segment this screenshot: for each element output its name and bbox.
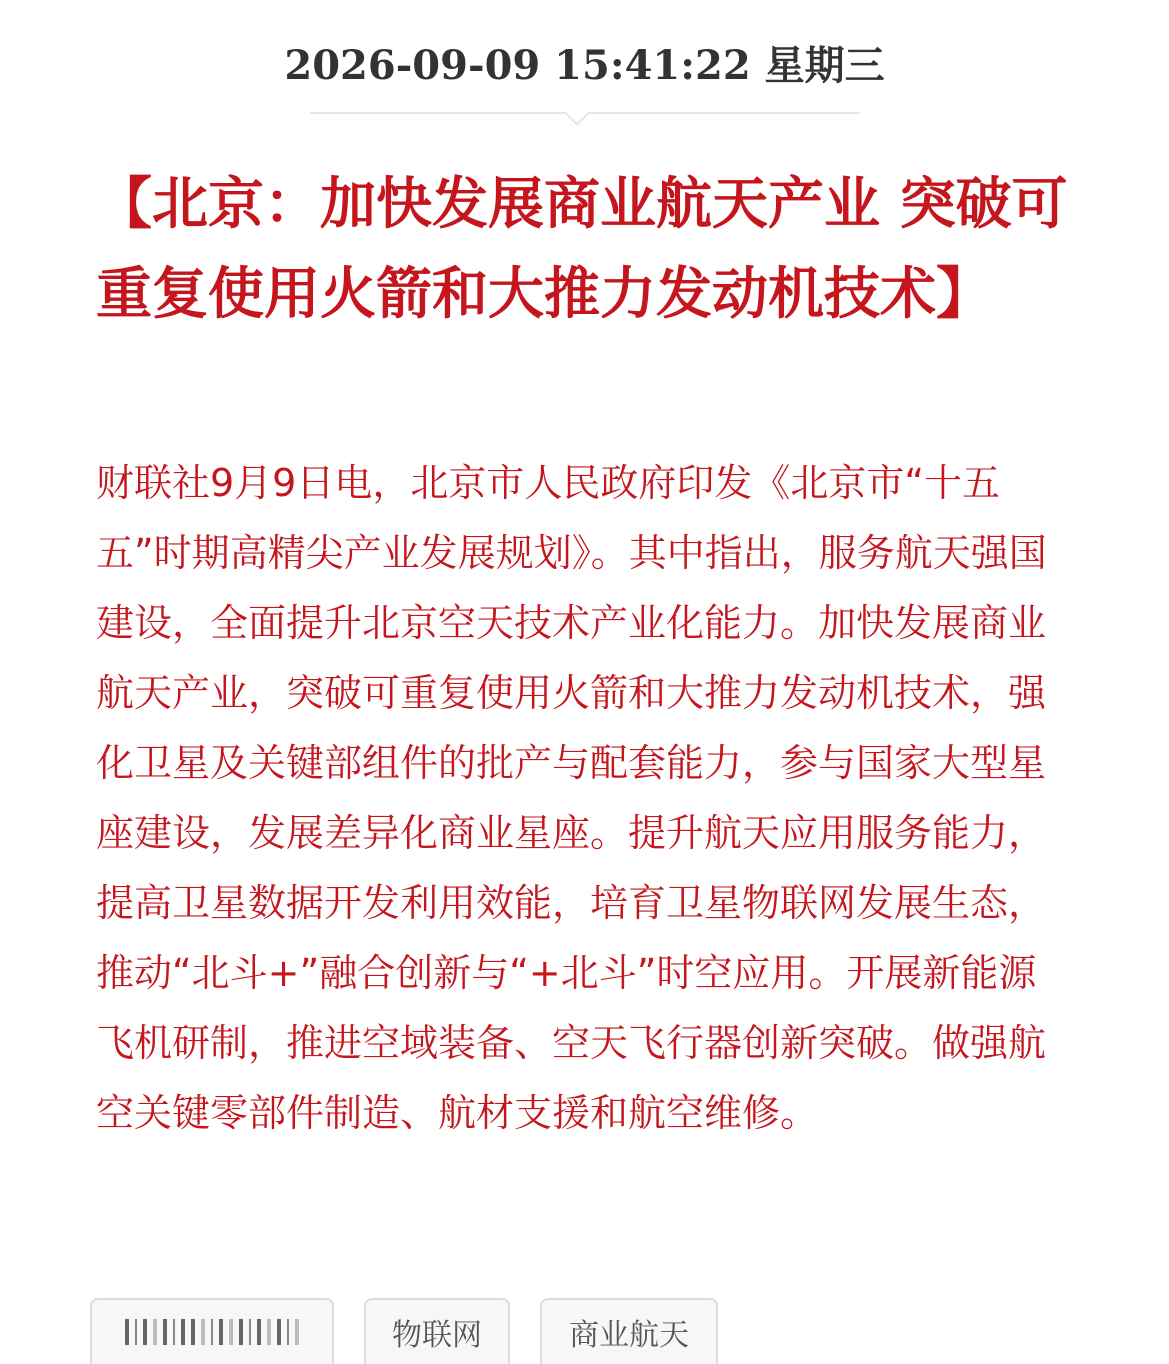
timestamp: 2026-09-09 15:41:22 星期三 [284,42,885,89]
tag-iot[interactable]: 物联网 [364,1298,510,1364]
barcode-icon [125,1317,299,1347]
tag-commercial-space[interactable]: 商业航天 [540,1298,718,1364]
article-headline: 【北京：加快发展商业航天产业 突破可重复使用火箭和大推力发动机技术】 [96,172,1068,327]
tag-list [90,1298,718,1364]
article-body: 财联社9月9日电，北京市人民政府印发《北京市“十五五”时期高精尖产业发展规划》。其中指出，服务航天强国建设，全面提升北京空天技术产业化能力。加快发展商业航天产业，突破可重复使用火箭和大推力发动机技术，强化卫星及关键部组件的批产与配套能力，参与国家大型星座建设，发展差异化商业星座。提升航天应用服务能力，提高卫星数据开发利用效能，培育卫星物联网发展生态，推动“北斗+”融合创新与“+北斗”时空应用。开展新能源飞机研制，推进空域装备、空天飞行器创新突破。做强航空关键零部件制造、航材支援和航空维修。 [96,461,1047,1135]
tag-barcode[interactable] [90,1298,334,1364]
